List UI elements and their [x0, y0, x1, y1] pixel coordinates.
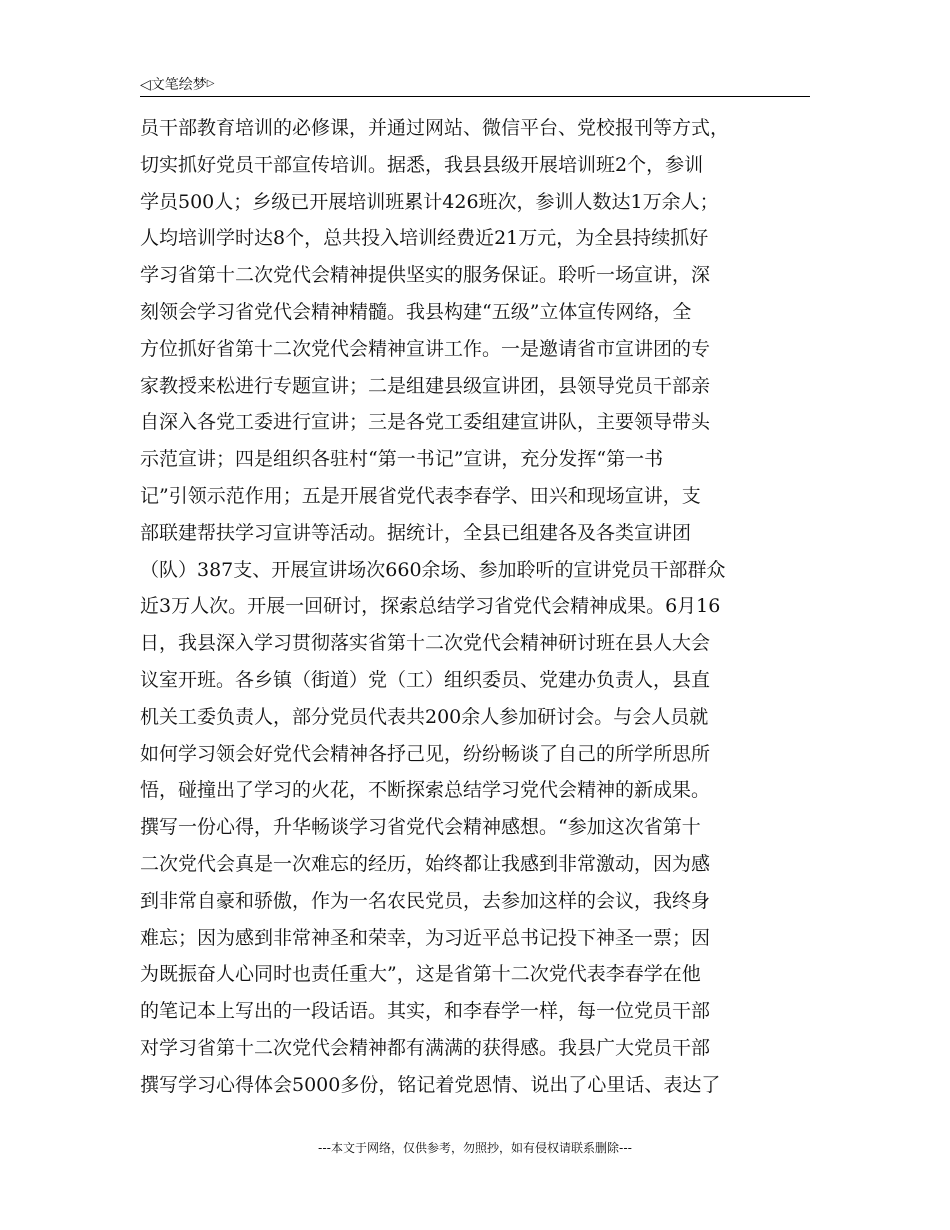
page-header [140, 70, 810, 97]
body-line: 如何学习领会好党代会精神各抒己见，纷纷畅谈了自己的所学所思所 [140, 742, 711, 765]
body-line: 人均培训学时达8个，总共投入培训经费近21万元，为全县持续抓好 [140, 227, 709, 250]
body-line: 刻领会学习省党代会精神精髓。我县构建“五级”立体宣传网络，全 [140, 300, 692, 323]
header-title [140, 74, 214, 94]
body-line: 学员500人；乡级已开展培训班累计426班次，参训人数达1万余人； [140, 190, 719, 213]
body-line: 撰写一份心得，升华畅谈学习省党代会精神感想。“参加这次省第十 [140, 816, 701, 839]
body-line: 议室开班。各乡镇（街道）党（工）组织委员、党建办负责人，县直 [140, 668, 711, 691]
header-title-text: 文笔绘梦 [150, 77, 207, 93]
body-line: 的笔记本上写出的一段话语。其实，和李春学一样，每一位党员干部 [140, 1000, 711, 1023]
body-line: 到非常自豪和骄傲，作为一名农民党员，去参加这样的会议，我终身 [140, 889, 711, 912]
body-line: 自深入各党工委进行宣讲；三是各党工委组建宣讲队，主要领导带头 [140, 411, 711, 434]
footer-disclaimer: ---本文于网络，仅供参考，勿照抄，如有侵权请联系删除--- [318, 1141, 632, 1155]
left-triangle-icon: ◁ [140, 77, 151, 93]
body-line: 为既振奋人心同时也责任重大”，这是省第十二次党代表李春学在他 [140, 963, 701, 986]
document-body [140, 110, 812, 1104]
body-line: 家教授来松进行专题宣讲；二是组建县级宣讲团，县领导党员干部亲 [140, 374, 711, 397]
body-line: 切实抓好党员干部宣传培训。据悉，我县县级开展培训班2个，参训 [140, 153, 704, 176]
body-line: 学习省第十二次党代会精神提供坚实的服务保证。聆听一场宣讲，深 [140, 264, 711, 287]
body-line: 机关工委负责人，部分党员代表共200余人参加研讨会。与会人员就 [140, 705, 709, 728]
body-line: 示范宣讲；四是组织各驻村“第一书记”宣讲，充分发挥“第一书 [140, 448, 664, 471]
body-line: 日，我县深入学习贯彻落实省第十二次党代会精神研讨班在县人大会 [140, 632, 711, 655]
body-line: 悟，碰撞出了学习的火花，不断探索总结学习党代会精神的新成果。 [140, 779, 711, 802]
body-line: 难忘；因为感到非常神圣和荣幸，为习近平总书记投下神圣一票；因 [140, 926, 711, 949]
body-line: 二次党代会真是一次难忘的经历，始终都让我感到非常激动，因为感 [140, 852, 711, 875]
right-triangle-icon: ▷ [206, 78, 215, 89]
body-line: 近3万人次。开展一回研讨，探索总结学习省党代会精神成果。6月16 [140, 595, 721, 618]
body-line: 对学习省第十二次党代会精神都有满满的获得感。我县广大党员干部 [140, 1036, 711, 1059]
body-line: 撰写学习心得体会5000多份，铭记着党恩情、说出了心里话、表达了 [140, 1073, 721, 1096]
body-line: 部联建帮扶学习宣讲等活动。据统计，全县已组建各及各类宣讲团 [140, 521, 692, 544]
body-line: （队）387支、开展宣讲场次660余场、参加聆听的宣讲党员干部群众 [140, 558, 726, 581]
body-line: 方位抓好省第十二次党代会精神宣讲工作。一是邀请省市宣讲团的专 [140, 337, 711, 360]
body-line: 员干部教育培训的必修课，并通过网站、微信平台、党校报刊等方式， [140, 117, 730, 139]
body-line: 记”引领示范作用；五是开展省党代表李春学、田兴和现场宣讲，支 [140, 484, 701, 507]
